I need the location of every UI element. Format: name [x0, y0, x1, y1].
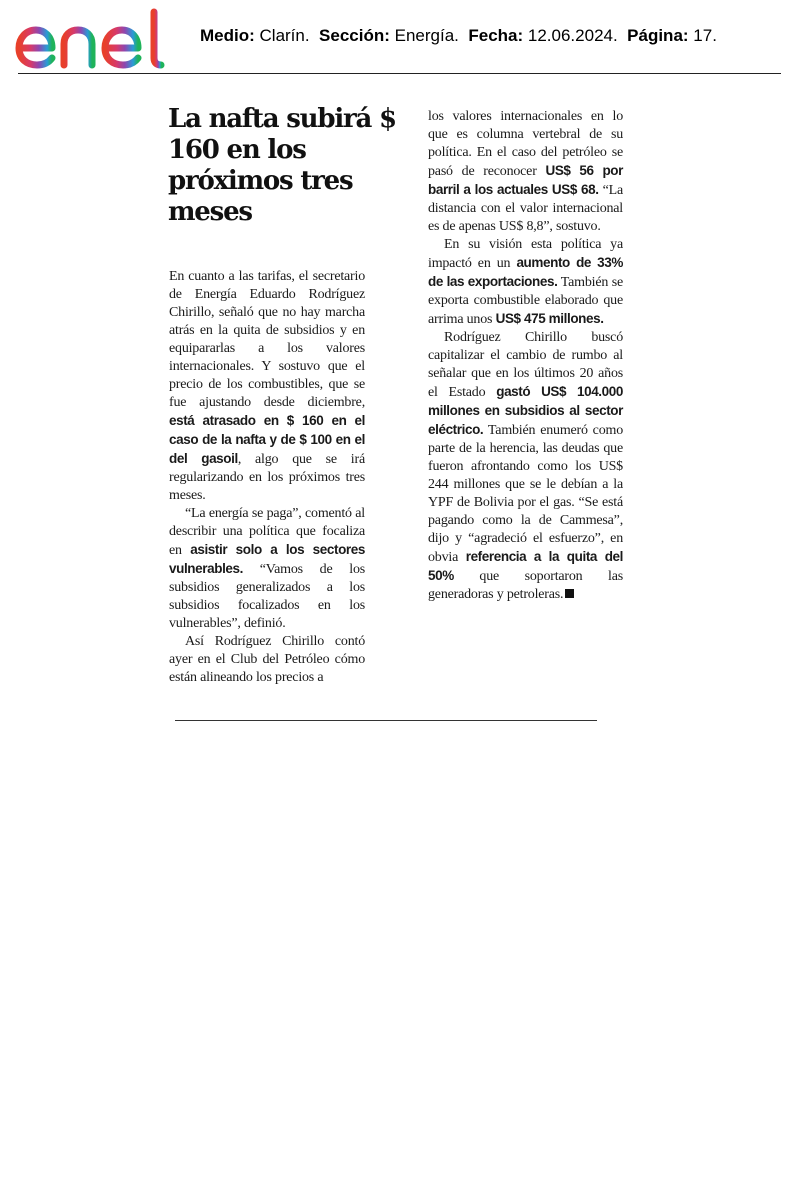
highlight-text: aumento de 33% de las exportaciones. — [428, 255, 624, 289]
seccion-value: Energía. — [394, 26, 459, 45]
pagina-label: Página: — [627, 26, 689, 45]
paragraph-text: “La distancia con el valor internacional es de apenas US$ 8,8”, sostuvo. — [428, 183, 623, 234]
pagina-value: 17. — [693, 26, 717, 45]
medio-value: Clarín. — [259, 26, 310, 45]
highlight-text: referencia a la quita del 50% — [428, 549, 624, 583]
seccion-label: Sección: — [319, 26, 390, 45]
article-headline: La nafta subirá $ 160 en los próximos tres meses — [168, 104, 396, 227]
article-bottom-divider — [175, 720, 597, 721]
paragraph — [428, 108, 623, 236]
paragraph — [428, 329, 623, 604]
paragraph-text: , algo que se irá regularizando en los próximos tres meses. — [169, 452, 365, 503]
end-of-article-mark-icon — [565, 589, 574, 598]
header-divider — [18, 73, 781, 74]
paragraph-text: Rodríguez Chirillo buscó capitalizar el cambio de rumbo al señalar que en los últimos 20 años el Estado — [428, 330, 623, 400]
paragraph-text: “Vamos de los subsidios generalizados a los subsidios focalizados en los vulnerables”, definió. — [169, 562, 365, 631]
paragraph-text: En cuanto a las tarifas, el secretario de Energía Eduardo Rodríguez Chirillo, señaló que no hay marcha atrás en la quita de subsidios y en equipararlas a los valores internacionales. Y sostuvo que el precio de los combustibles, que se fue ajustando desde diciembre, — [169, 269, 365, 410]
paragraph-text: que soportaron las generadoras y petroleras. — [428, 569, 623, 602]
article-column-left — [169, 268, 365, 687]
paragraph — [169, 505, 365, 633]
fecha-label: Fecha: — [468, 26, 524, 45]
highlight-text: está atrasado en $ 160 en el caso de la nafta y de $ 100 en el del gasoil — [169, 413, 365, 466]
paragraph: Así Rodríguez Chirillo contó ayer en el Club del Petróleo cómo están alineando los precios a — [169, 634, 365, 685]
paragraph-text: “La energía se paga”, comentó al describir una política que focaliza en — [169, 506, 365, 558]
highlight-text: gastó US$ 104.000 millones en subsidios al sector eléctrico. — [428, 384, 623, 437]
paragraph-text: En su visión esta política ya impactó en un — [428, 237, 623, 271]
publication-metadata — [200, 26, 717, 46]
paragraph — [428, 236, 623, 329]
medio-label: Medio: — [200, 26, 255, 45]
highlight-text: US$ 475 millones. — [495, 311, 604, 326]
paragraph-text: los valores internacionales en lo que es columna vertebral de su política. En el caso del petróleo se pasó de reconocer — [428, 109, 623, 179]
fecha-value: 12.06.2024. — [527, 26, 618, 45]
highlight-text: asistir solo a los sectores vulnerables. — [169, 542, 365, 576]
paragraph-text: También enumeró como parte de la herencia, las deudas que fueron afrontando como los US$ 244 millones que se le debían a la YPF de Bolivia por el gas. “Se está pagando como la de Cammesa”, dijo y “agradeció el esfuerzo”, en obvia — [428, 423, 623, 565]
paragraph-text: También se exporta combustible elaborado que arrima unos — [428, 275, 623, 327]
article-column-right — [428, 108, 623, 604]
highlight-text: US$ 56 por barril a los actuales US$ 68. — [428, 163, 623, 197]
enel-logo — [14, 8, 180, 70]
paragraph — [169, 268, 365, 505]
